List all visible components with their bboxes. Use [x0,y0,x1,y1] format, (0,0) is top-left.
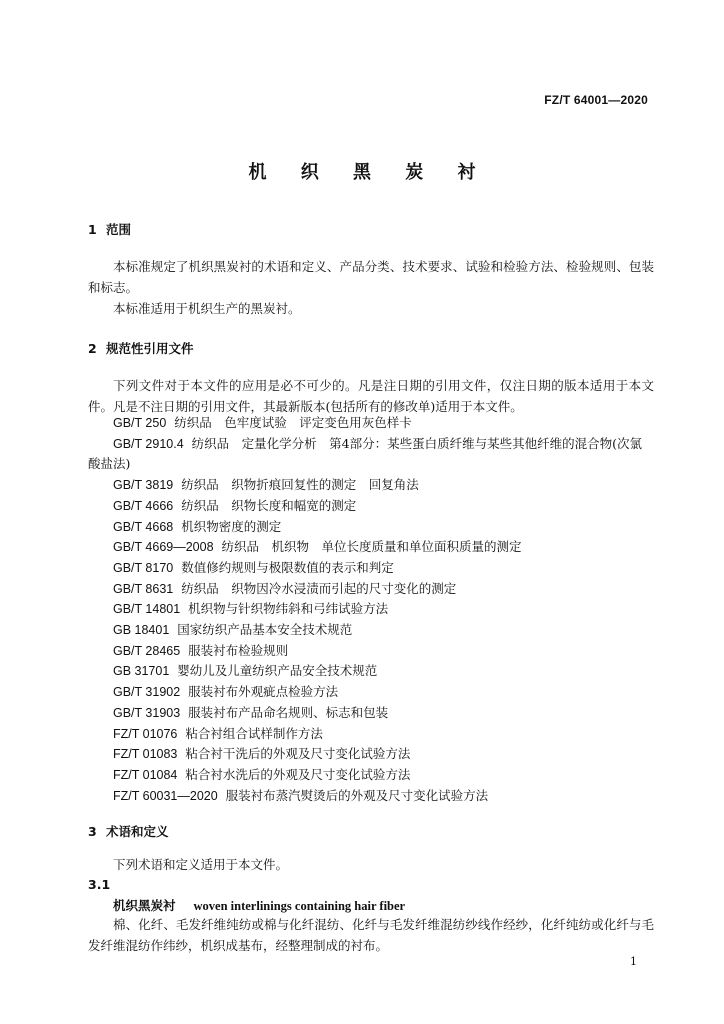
reference-title: 纺织品 织物长度和幅宽的测定 [181,497,357,513]
reference-item [88,765,654,786]
section-2-title: 规范性引用文件 [106,341,194,356]
reference-item [88,682,654,703]
section-3-heading [88,822,169,840]
reference-item [88,620,654,641]
reference-title: 纺织品 机织物 单位长度质量和单位面积质量的测定 [221,539,522,555]
reference-item [88,703,654,724]
reference-code: GB/T 28465 [113,643,181,658]
reference-code: GB/T 4669—2008 [113,540,214,555]
reference-title: 国家纺织产品基本安全技术规范 [177,622,353,638]
reference-item [88,641,654,662]
reference-item [88,661,654,682]
reference-item [88,517,654,538]
standard-code: FZ/T 64001—2020 [544,93,648,107]
reference-code: GB/T 4668 [113,519,174,534]
reference-item [88,496,654,517]
page-number: 1 [630,955,637,968]
section-1-title: 范围 [106,222,132,237]
reference-code: GB/T 8631 [113,581,174,596]
reference-title: 粘合衬组合试样制作方法 [185,725,323,741]
reference-code: GB/T 2910.4 [113,436,184,451]
reference-title: 纺织品 色牢度试验 评定变色用灰色样卡 [174,415,412,430]
reference-code: GB 18401 [113,623,170,638]
reference-item [88,786,654,807]
clause-number: 3.1 [88,877,111,892]
normative-references-list [88,413,654,806]
term-entry [113,896,405,914]
section-3-intro: 下列术语和定义适用于本文件。 [113,857,289,872]
reference-title: 数值修约规则与极限数值的表示和判定 [181,559,394,575]
reference-item [88,434,654,475]
reference-item [88,599,654,620]
reference-title: 婴幼儿及儿童纺织产品安全技术规范 [177,663,378,679]
section-3-title: 术语和定义 [106,824,169,839]
reference-code: GB/T 31903 [113,705,181,720]
section-2-heading [88,339,194,357]
reference-code: FZ/T 01076 [113,726,178,741]
reference-item [88,579,654,600]
reference-item [88,537,654,558]
reference-code: GB/T 3819 [113,478,174,493]
reference-code: FZ/T 60031—2020 [113,788,218,803]
term-chinese: 机织黑炭衬 [113,898,176,913]
document-title: 机 织 黑 炭 衬 [248,162,490,183]
reference-item [88,413,654,434]
section-1-number: 1 [88,222,97,237]
reference-title: 服装衬布检验规则 [188,642,289,658]
reference-code: FZ/T 01084 [113,767,178,782]
reference-title: 粘合衬干洗后的外观及尺寸变化试验方法 [185,746,411,762]
term-english: woven interlinings containing hair fiber [193,899,406,913]
reference-code: GB/T 250 [113,416,167,430]
reference-title: 纺织品 织物因冷水浸渍而引起的尺寸变化的测定 [181,580,457,596]
section-1-paragraph-2: 本标准适用于机织生产的黑炭衬。 [113,301,301,316]
section-2-number: 2 [88,341,97,356]
reference-item [88,558,654,579]
section-2-intro: 下列文件对于本文件的应用是必不可少的。凡是注日期的引用文件，仅注日期的版本适用于本文件。凡是不注日期的引用文件，其最新版本(包括所有的修改单)适用于本文件。 [88,378,654,414]
section-1-paragraph-1: 本标准规定了机织黑炭衬的术语和定义、产品分类、技术要求、试验和检验方法、检验规则、包装和标志。 [88,259,654,295]
reference-title: 纺织品 织物折痕回复性的测定 回复角法 [181,477,419,493]
reference-code: GB/T 4666 [113,498,174,513]
reference-item [88,724,654,745]
reference-title: 纺织品 定量化学分析 第4部分：某些蛋白质纤维与某些其他纤维的混合物(次氯酸盐法) [88,435,642,472]
reference-code: GB 31701 [113,664,170,679]
reference-code: GB/T 14801 [113,602,181,617]
reference-item [88,744,654,765]
section-3-number: 3 [88,824,97,839]
reference-code: GB/T 31902 [113,685,181,700]
reference-title: 机织物与针织物纬斜和弓纬试验方法 [188,601,389,617]
term-definition: 棉、化纤、毛发纤维纯纺或棉与化纤混纺、化纤与毛发纤维混纺纱线作经纱，化纤纯纺或化纤与毛发纤维混纺作纬纱，机织成基布，经整理制成的衬布。 [88,917,654,953]
reference-title: 服装衬布蒸汽熨烫后的外观及尺寸变化试验方法 [225,787,489,803]
section-1-heading [88,220,131,238]
reference-code: FZ/T 01083 [113,747,178,762]
reference-code: GB/T 8170 [113,560,174,575]
reference-title: 服装衬布产品命名规则、标志和包装 [188,704,389,720]
reference-item [88,475,654,496]
reference-title: 机织物密度的测定 [181,518,282,534]
reference-title: 粘合衬水洗后的外观及尺寸变化试验方法 [185,766,411,782]
reference-title: 服装衬布外观疵点检验方法 [188,684,339,700]
